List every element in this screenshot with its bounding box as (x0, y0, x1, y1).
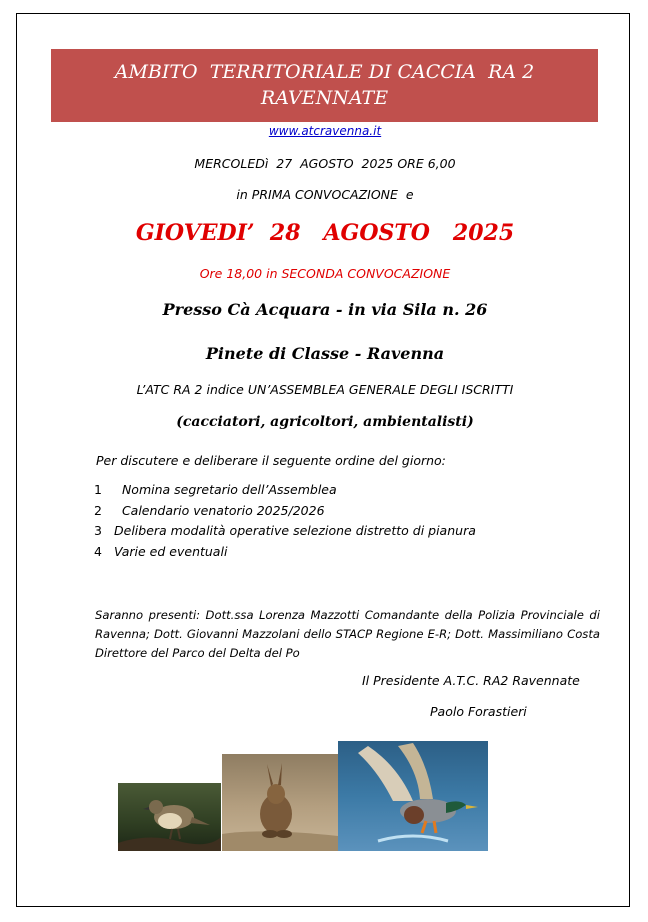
agenda-list (94, 482, 476, 564)
agenda-item (94, 544, 476, 565)
guests-paragraph: Saranno presenti: Dott.ssa Lorenza Mazzotti Comandante della Polizia Provinciale di Ravenna; Dott. Giovanni Mazzolani dello STACP Regione E-R; Dott. Massimiliano Costa Direttore del Parco del Delta del Po (95, 608, 600, 660)
agenda-item-text: Delibera modalità operative selezione distretto di pianura (114, 523, 476, 538)
agenda-lead: Per discutere e deliberare il seguente ordine del giorno: (96, 453, 446, 468)
agenda-item-number: 2 (94, 502, 102, 518)
mallard-duck-photo (338, 741, 488, 851)
assembly-announcement: L’ATC RA 2 indice UN’ASSEMBLEA GENERALE DEGLI ISCRITTI (136, 382, 514, 397)
title-line-2: RAVENNATE (260, 87, 389, 109)
agenda-item (94, 482, 476, 503)
hare-photo (222, 754, 338, 851)
agenda-item-number: 3 (94, 523, 102, 538)
agenda-item-number: 4 (94, 543, 102, 559)
agenda-item-text: Nomina segretario dell’Assemblea (114, 482, 337, 497)
title-line-1: AMBITO TERRITORIALE DI CACCIA RA 2 (114, 61, 535, 83)
signature-name: Paolo Forastieri (430, 704, 527, 719)
main-date-heading: GIOVEDI’ 28 AGOSTO 2025 (135, 220, 515, 246)
agenda-item-number: 1 (94, 482, 102, 497)
agenda-item-text: Varie ed eventuali (114, 543, 228, 559)
thrush-photo (118, 783, 221, 851)
signature-role: Il Presidente A.T.C. RA2 Ravennate (362, 673, 580, 688)
location-line-2: Pinete di Classe - Ravenna (205, 344, 445, 363)
title-banner (51, 49, 598, 122)
first-convocation-label: in PRIMA CONVOCAZIONE e (236, 187, 414, 202)
agenda-item (94, 503, 476, 524)
agenda-item-text: Calendario venatorio 2025/2026 (114, 502, 325, 518)
first-convocation-date: MERCOLEDì 27 AGOSTO 2025 ORE 6,00 (194, 156, 456, 171)
agenda-item (94, 523, 476, 544)
location-line-1: Presso Cà Acquara - in via Sila n. 26 (162, 300, 488, 319)
website-link[interactable]: www.atcravenna.it (268, 124, 382, 138)
second-convocation-label: Ore 18,00 in SECONDA CONVOCAZIONE (199, 266, 451, 281)
participants-note: (cacciatori, agricoltori, ambientalisti) (176, 414, 474, 430)
